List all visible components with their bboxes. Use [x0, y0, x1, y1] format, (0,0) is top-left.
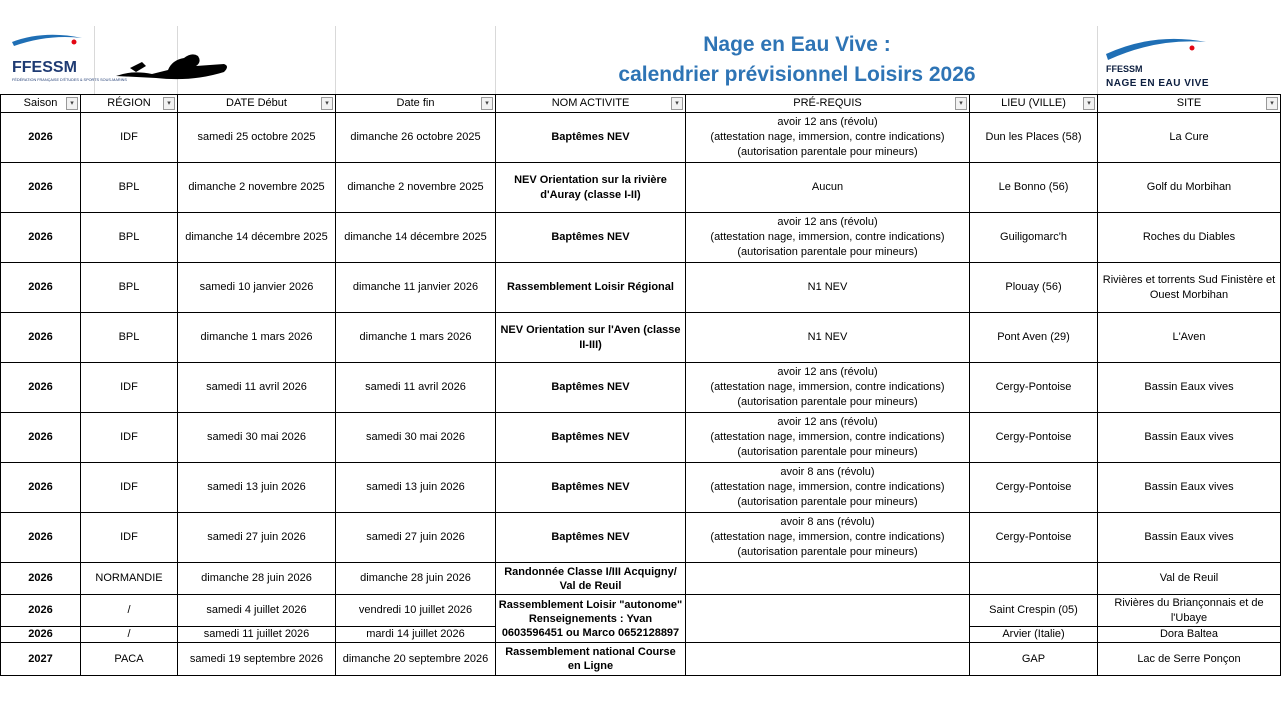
cell-date-fin[interactable]: samedi 11 avril 2026 — [336, 363, 496, 413]
cell-site[interactable]: Val de Reuil — [1098, 563, 1281, 595]
nev-logo-caption: NAGE EN EAU VIVE — [1106, 78, 1210, 89]
table-row — [1, 363, 1281, 413]
table-row — [1, 213, 1281, 263]
cell-site[interactable]: Lac de Serre Ponçon — [1098, 643, 1281, 676]
cell-nom-activite[interactable]: Baptêmes NEV — [496, 363, 686, 413]
cell-prerequis[interactable] — [686, 213, 970, 263]
cell-prerequis[interactable] — [686, 513, 970, 563]
cell-date-fin[interactable]: dimanche 11 janvier 2026 — [336, 263, 496, 313]
cell-date-debut[interactable]: dimanche 2 novembre 2025 — [178, 163, 336, 213]
cell-nom-activite[interactable]: Baptêmes NEV — [496, 113, 686, 163]
prerequis-line: avoir 12 ans (révolu) — [777, 116, 878, 128]
header-divider — [335, 26, 336, 94]
cell-prerequis[interactable] — [686, 163, 970, 213]
table-row — [1, 313, 1281, 363]
col-header-saison: Saison ▾ — [1, 95, 81, 113]
nev-logo-org: FFESSM — [1106, 64, 1143, 74]
cell-prerequis[interactable] — [686, 413, 970, 463]
cell-site[interactable]: Bassin Eaux vives — [1098, 363, 1281, 413]
cell-nom-activite[interactable]: NEV Orientation sur la rivière d'Auray (classe I-II) — [496, 163, 686, 213]
ffessm-logo-icon — [8, 28, 127, 90]
cell-saison[interactable]: 2026 — [1, 463, 81, 513]
col-header-prerequis: PRÉ-REQUIS ▾ — [686, 95, 970, 113]
cell-lieu[interactable]: Arvier (Italie) — [970, 627, 1098, 643]
cell-date-fin[interactable]: dimanche 1 mars 2026 — [336, 313, 496, 363]
cell-saison[interactable]: 2026 — [1, 595, 81, 627]
table-row — [1, 463, 1281, 513]
cell-saison[interactable]: 2026 — [1, 363, 81, 413]
cell-nom-activite[interactable]: Rassemblement national Course en Ligne — [496, 643, 686, 676]
filter-dropdown-icon[interactable]: ▾ — [955, 97, 967, 110]
prerequis-line: Aucun — [811, 181, 844, 193]
cell-nom-activite-merged[interactable] — [496, 595, 686, 643]
cell-site[interactable]: Bassin Eaux vives — [1098, 413, 1281, 463]
cell-region[interactable]: IDF — [81, 113, 178, 163]
cell-nom-activite[interactable]: Rassemblement Loisir Régional — [496, 263, 686, 313]
prerequis-line: avoir 8 ans (révolu) — [780, 516, 875, 528]
cell-site[interactable]: Roches du Diables — [1098, 213, 1281, 263]
nom-line: Rassemblement Loisir "autonome" — [498, 598, 683, 611]
table-row — [1, 513, 1281, 563]
cell-site[interactable]: Rivières et torrents Sud Finistère et Ouest Morbihan — [1098, 263, 1281, 313]
cell-region[interactable]: IDF — [81, 513, 178, 563]
prerequis-line: (autorisation parentale pour mineurs) — [737, 396, 918, 408]
table-row — [1, 595, 1281, 627]
cell-nom-activite[interactable]: Baptêmes NEV — [496, 463, 686, 513]
cell-region[interactable]: NORMANDIE — [81, 563, 178, 595]
cell-site[interactable]: Bassin Eaux vives — [1098, 463, 1281, 513]
prerequis-line: (attestation nage, immersion, contre indications) — [710, 131, 945, 143]
cell-saison[interactable]: 2026 — [1, 313, 81, 363]
prerequis-line: (autorisation parentale pour mineurs) — [737, 446, 918, 458]
cell-prerequis[interactable] — [686, 363, 970, 413]
cell-date-fin[interactable]: vendredi 10 juillet 2026 — [336, 595, 496, 627]
cell-lieu[interactable]: GAP — [970, 643, 1098, 676]
cell-region[interactable]: BPL — [81, 213, 178, 263]
cell-saison[interactable]: 2026 — [1, 413, 81, 463]
cell-lieu[interactable]: Dun les Places (58) — [970, 113, 1098, 163]
cell-lieu[interactable]: Guiligomarc'h — [970, 213, 1098, 263]
cell-date-fin[interactable]: samedi 27 juin 2026 — [336, 513, 496, 563]
cell-site[interactable]: Bassin Eaux vives — [1098, 513, 1281, 563]
table-row — [1, 113, 1281, 163]
title-line-2: calendrier prévisionnel Loisirs 2026 — [618, 63, 976, 86]
prerequis-line: avoir 12 ans (révolu) — [777, 216, 878, 228]
prerequis-line: avoir 12 ans (révolu) — [777, 416, 878, 428]
cell-lieu[interactable] — [970, 563, 1098, 595]
nev-wave-icon — [1104, 30, 1214, 64]
filter-dropdown-icon[interactable]: ▾ — [481, 97, 493, 110]
cell-date-debut[interactable]: dimanche 28 juin 2026 — [178, 563, 336, 595]
calendar-table — [0, 94, 1281, 676]
cell-date-fin[interactable]: dimanche 20 septembre 2026 — [336, 643, 496, 676]
prerequis-line: N1 NEV — [807, 281, 848, 293]
cell-lieu[interactable]: Cergy-Pontoise — [970, 463, 1098, 513]
cell-region[interactable]: / — [81, 627, 178, 643]
cell-saison[interactable]: 2027 — [1, 643, 81, 676]
ffessm-logo-text: FFESSM — [12, 59, 77, 76]
prerequis-line: avoir 8 ans (révolu) — [780, 466, 875, 478]
ffessm-logo-sub: FÉDÉRATION FRANÇAISE D'ÉTUDES & SPORTS SOUS-MARINS — [12, 78, 127, 82]
prerequis-line: avoir 12 ans (révolu) — [777, 366, 878, 378]
nom-line: Renseignements : Yvan — [528, 612, 653, 625]
cell-saison[interactable]: 2026 — [1, 627, 81, 643]
cell-prerequis[interactable] — [686, 313, 970, 363]
table-row — [1, 563, 1281, 595]
cell-date-fin[interactable]: dimanche 28 juin 2026 — [336, 563, 496, 595]
cell-date-fin[interactable]: mardi 14 juillet 2026 — [336, 627, 496, 643]
cell-date-fin[interactable]: samedi 13 juin 2026 — [336, 463, 496, 513]
cell-lieu[interactable]: Le Bonno (56) — [970, 163, 1098, 213]
prerequis-line: (autorisation parentale pour mineurs) — [737, 546, 918, 558]
cell-site[interactable]: Rivières du Briançonnais et de l'Ubaye — [1098, 595, 1281, 627]
title-line-1: Nage en Eau Vive : — [703, 33, 891, 56]
cell-region[interactable]: BPL — [81, 313, 178, 363]
prerequis-line: (autorisation parentale pour mineurs) — [737, 146, 918, 158]
page-title — [497, 30, 1097, 90]
cell-prerequis[interactable] — [686, 113, 970, 163]
cell-date-debut[interactable]: samedi 4 juillet 2026 — [178, 595, 336, 627]
ffessm-logo — [8, 28, 127, 90]
cell-date-debut[interactable]: samedi 30 mai 2026 — [178, 413, 336, 463]
cell-site[interactable]: Golf du Morbihan — [1098, 163, 1281, 213]
col-header-site: SITE ▾ — [1098, 95, 1281, 113]
cell-nom-activite[interactable]: Randonnée Classe I/III Acquigny/ Val de Reuil — [496, 563, 686, 595]
header-divider — [1097, 26, 1098, 94]
cell-site[interactable]: L'Aven — [1098, 313, 1281, 363]
cell-prerequis[interactable] — [686, 263, 970, 313]
cell-nom-activite[interactable]: NEV Orientation sur l'Aven (classe II-III) — [496, 313, 686, 363]
cell-saison[interactable]: 2026 — [1, 563, 81, 595]
prerequis-line: (attestation nage, immersion, contre indications) — [710, 481, 945, 493]
cell-region[interactable]: / — [81, 595, 178, 627]
cell-date-debut[interactable]: dimanche 14 décembre 2025 — [178, 213, 336, 263]
cell-saison[interactable]: 2026 — [1, 263, 81, 313]
filter-dropdown-icon[interactable]: ▾ — [1266, 97, 1278, 110]
cell-date-fin[interactable]: dimanche 26 octobre 2025 — [336, 113, 496, 163]
cell-lieu[interactable]: Pont Aven (29) — [970, 313, 1098, 363]
cell-lieu[interactable]: Cergy-Pontoise — [970, 363, 1098, 413]
table-row — [1, 643, 1281, 676]
cell-saison[interactable]: 2026 — [1, 113, 81, 163]
nev-logo — [1100, 28, 1276, 90]
filter-dropdown-icon[interactable]: ▾ — [163, 97, 175, 110]
col-header-date-debut: DATE Début ▾ — [178, 95, 336, 113]
col-header-region: RÉGION ▾ — [81, 95, 178, 113]
cell-site[interactable]: La Cure — [1098, 113, 1281, 163]
cell-site[interactable]: Dora Baltea — [1098, 627, 1281, 643]
cell-nom-activite[interactable]: Baptêmes NEV — [496, 213, 686, 263]
table-row — [1, 263, 1281, 313]
cell-date-debut[interactable]: samedi 11 juillet 2026 — [178, 627, 336, 643]
cell-prerequis-merged[interactable] — [686, 595, 970, 643]
cell-date-debut[interactable]: samedi 19 septembre 2026 — [178, 643, 336, 676]
cell-region[interactable]: IDF — [81, 463, 178, 513]
cell-lieu[interactable]: Cergy-Pontoise — [970, 413, 1098, 463]
cell-date-debut[interactable]: samedi 27 juin 2026 — [178, 513, 336, 563]
cell-date-debut[interactable]: samedi 11 avril 2026 — [178, 363, 336, 413]
prerequis-line: N1 NEV — [807, 331, 848, 343]
prerequis-line: (attestation nage, immersion, contre indications) — [710, 381, 945, 393]
header-divider — [94, 26, 95, 94]
prerequis-line: (attestation nage, immersion, contre indications) — [710, 431, 945, 443]
cell-prerequis[interactable] — [686, 463, 970, 513]
cell-prerequis[interactable] — [686, 643, 970, 676]
prerequis-line: (attestation nage, immersion, contre indications) — [710, 531, 945, 543]
cell-date-debut[interactable]: samedi 25 octobre 2025 — [178, 113, 336, 163]
cell-date-debut[interactable]: samedi 13 juin 2026 — [178, 463, 336, 513]
cell-lieu[interactable]: Plouay (56) — [970, 263, 1098, 313]
cell-lieu[interactable]: Cergy-Pontoise — [970, 513, 1098, 563]
cell-date-fin[interactable]: dimanche 14 décembre 2025 — [336, 213, 496, 263]
cell-saison[interactable]: 2026 — [1, 513, 81, 563]
cell-nom-activite[interactable]: Baptêmes NEV — [496, 513, 686, 563]
swimmer-icon — [112, 48, 232, 84]
col-header-date-fin: Date fin ▾ — [336, 95, 496, 113]
prerequis-line: (attestation nage, immersion, contre indications) — [710, 231, 945, 243]
cell-region[interactable]: IDF — [81, 363, 178, 413]
header-row — [1, 95, 1281, 113]
table-row — [1, 413, 1281, 463]
cell-date-debut[interactable]: samedi 10 janvier 2026 — [178, 263, 336, 313]
prerequis-line: (autorisation parentale pour mineurs) — [737, 246, 918, 258]
filter-dropdown-icon[interactable]: ▾ — [66, 97, 78, 110]
col-header-lieu: LIEU (VILLE) ▾ — [970, 95, 1098, 113]
cell-saison[interactable]: 2026 — [1, 213, 81, 263]
cell-date-fin[interactable]: dimanche 2 novembre 2025 — [336, 163, 496, 213]
cell-date-fin[interactable]: samedi 30 mai 2026 — [336, 413, 496, 463]
cell-prerequis[interactable] — [686, 563, 970, 595]
cell-region[interactable]: PACA — [81, 643, 178, 676]
cell-saison[interactable]: 2026 — [1, 163, 81, 213]
swimmer-logo — [112, 48, 232, 84]
filter-dropdown-icon[interactable]: ▾ — [1083, 97, 1095, 110]
prerequis-line: (autorisation parentale pour mineurs) — [737, 496, 918, 508]
cell-region[interactable]: IDF — [81, 413, 178, 463]
filter-dropdown-icon[interactable]: ▾ — [671, 97, 683, 110]
cell-region[interactable]: BPL — [81, 163, 178, 213]
cell-lieu[interactable]: Saint Crespin (05) — [970, 595, 1098, 627]
col-header-nom-activite: NOM ACTIVITE ▾ — [496, 95, 686, 113]
cell-date-debut[interactable]: dimanche 1 mars 2026 — [178, 313, 336, 363]
header-divider — [495, 26, 496, 94]
nom-line: 0603596451 ou Marco 0652128897 — [501, 626, 680, 639]
cell-nom-activite[interactable]: Baptêmes NEV — [496, 413, 686, 463]
table-row — [1, 163, 1281, 213]
cell-region[interactable]: BPL — [81, 263, 178, 313]
filter-dropdown-icon[interactable]: ▾ — [321, 97, 333, 110]
